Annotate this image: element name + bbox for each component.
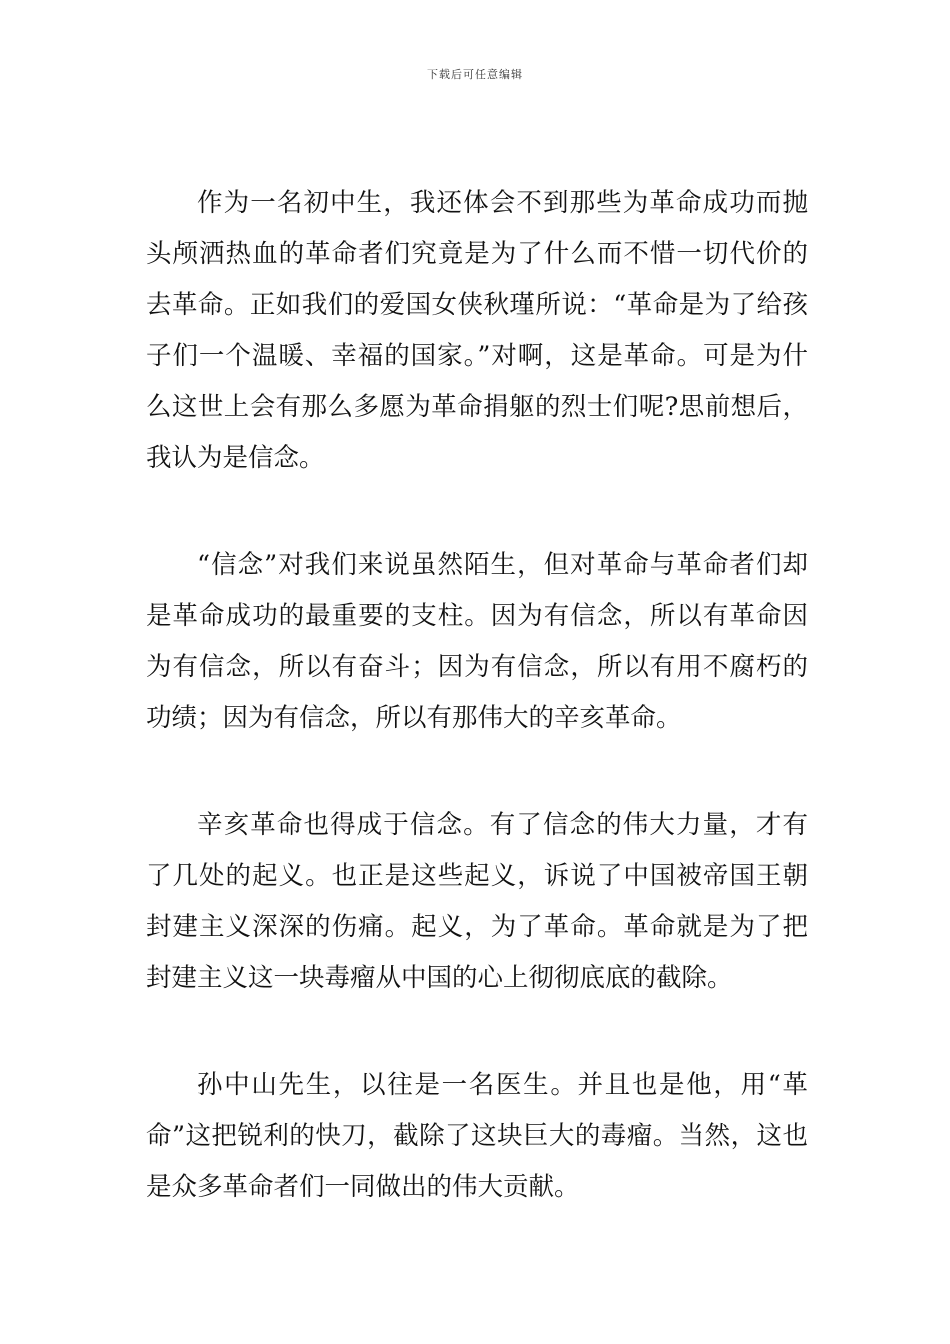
page-header: 下载后可任意编辑 [427,68,523,81]
paragraph-2: “信念”对我们来说虽然陌生，但对革命与革命者们却是革命成功的最重要的支柱。因为有信念，所以有革命因为有信念，所以有奋斗；因为有信念，所以有用不腐朽的功绩；因为有信念，所以有那伟大的辛亥革命。 [146,550,808,733]
paragraph-4: 孙中山先生，以往是一名医生。并且也是他，用“革命”这把锐利的快刀，截除了这块巨大的毒瘤。当然，这也是众多革命者们一同做出的伟大贡献。 [146,1070,808,1202]
paragraph-1: 作为一名初中生，我还体会不到那些为革命成功而抛头颅洒热血的革命者们究竟是为了什么而不惜一切代价的去革命。正如我们的爱国女侠秋瑾所说：“革命是为了给孩子们一个温暖、幸福的国家。”对啊，这是革命。可是为什么这世上会有那么多愿为革命捐躯的烈士们呢?思前想后，我认为是信念。 [146,188,808,473]
paragraph-3: 辛亥革命也得成于信念。有了信念的伟大力量，才有了几处的起义。也正是这些起义，诉说了中国被帝国王朝封建主义深深的伤痛。起义，为了革命。革命就是为了把封建主义这一块毒瘤从中国的心上彻彻底底的截除。 [146,810,808,993]
document-body [146,178,808,1269]
